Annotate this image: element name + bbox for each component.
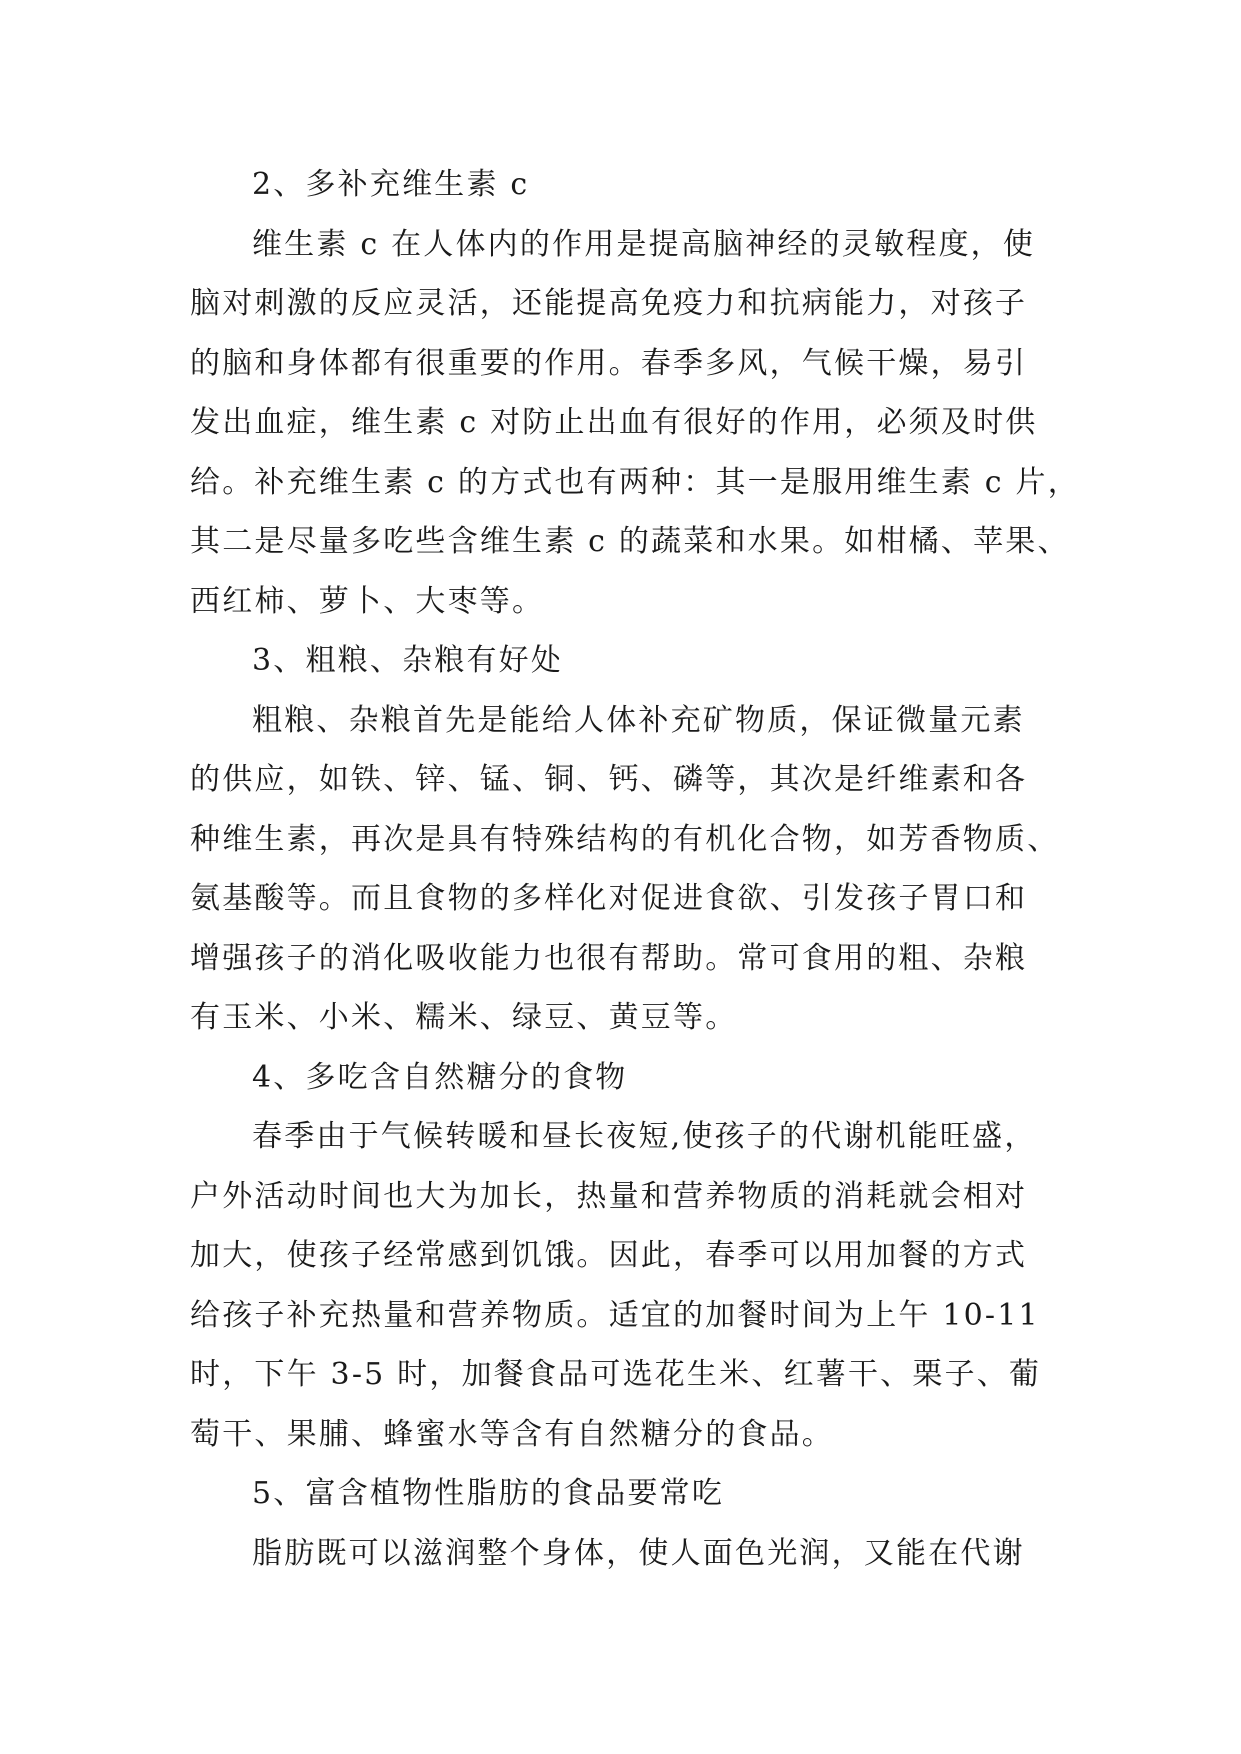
paragraph-line: 粗粮、杂粮首先是能给人体补充矿物质，保证微量元素: [252, 702, 1025, 738]
document-body: [190, 155, 1080, 1583]
paragraph-line: 萄干、果脯、蜂蜜水等含有自然糖分的食品。: [190, 1416, 834, 1452]
paragraph-line: 给。补充维生素 c 的方式也有两种：其一是服用维生素 c 片，: [190, 464, 1080, 500]
paragraph-line: 时，下午 3-5 时，加餐食品可选花生米、红薯干、栗子、葡: [190, 1357, 1042, 1392]
paragraph-line: 加大，使孩子经常感到饥饿。因此，春季可以用加餐的方式: [190, 1238, 1028, 1273]
paragraph-line: 给孩子补充热量和营养物质。适宜的加餐时间为上午 10-11: [190, 1297, 1040, 1333]
paragraph-line: 春季由于气候转暖和昼长夜短,使孩子的代谢机能旺盛，: [252, 1119, 1037, 1154]
paragraph-line: 户外活动时间也大为加长，热量和营养物质的消耗就会相对: [190, 1178, 1028, 1214]
paragraph-line: 脂肪既可以滋润整个身体，使人面色光润，又能在代谢: [252, 1535, 1025, 1571]
section-heading-natural-sugar: 4、多吃含自然糖分的食物: [252, 1059, 628, 1095]
paragraph-line: 脑对刺激的反应灵活，还能提高免疫力和抗病能力，对孩子: [190, 286, 1028, 321]
paragraph-line: 维生素 c 在人体内的作用是提高脑神经的灵敏程度，使: [252, 226, 1036, 262]
paragraph-line: 发出血症，维生素 c 对防止出血有很好的作用，必须及时供: [190, 405, 1038, 440]
paragraph-line: 西红柿、萝卜、大枣等。: [190, 583, 545, 619]
section-heading-coarse-grains: 3、粗粮、杂粮有好处: [252, 643, 564, 678]
section-heading-vitamin-c: 2、多补充维生素 c: [252, 167, 530, 202]
paragraph-line: 其二是尽量多吃些含维生素 c 的蔬菜和水果。如柑橘、苹果、: [190, 524, 1070, 559]
section-heading-plant-fats: 5、富含植物性脂肪的食品要常吃: [252, 1476, 725, 1511]
paragraph-line: 增强孩子的消化吸收能力也很有帮助。常可食用的粗、杂粮: [190, 940, 1028, 976]
paragraph-line: 种维生素，再次是具有特殊结构的有机化合物，如芳香物质、: [190, 821, 1060, 857]
paragraph-line: 的脑和身体都有很重要的作用。春季多风，气候干燥，易引: [190, 345, 1028, 381]
paragraph-line: 的供应，如铁、锌、锰、铜、钙、磷等，其次是纤维素和各: [190, 762, 1028, 797]
paragraph-line: 氨基酸等。而且食物的多样化对促进食欲、引发孩子胃口和: [190, 881, 1028, 916]
paragraph-line: 有玉米、小米、糯米、绿豆、黄豆等。: [190, 1000, 738, 1035]
